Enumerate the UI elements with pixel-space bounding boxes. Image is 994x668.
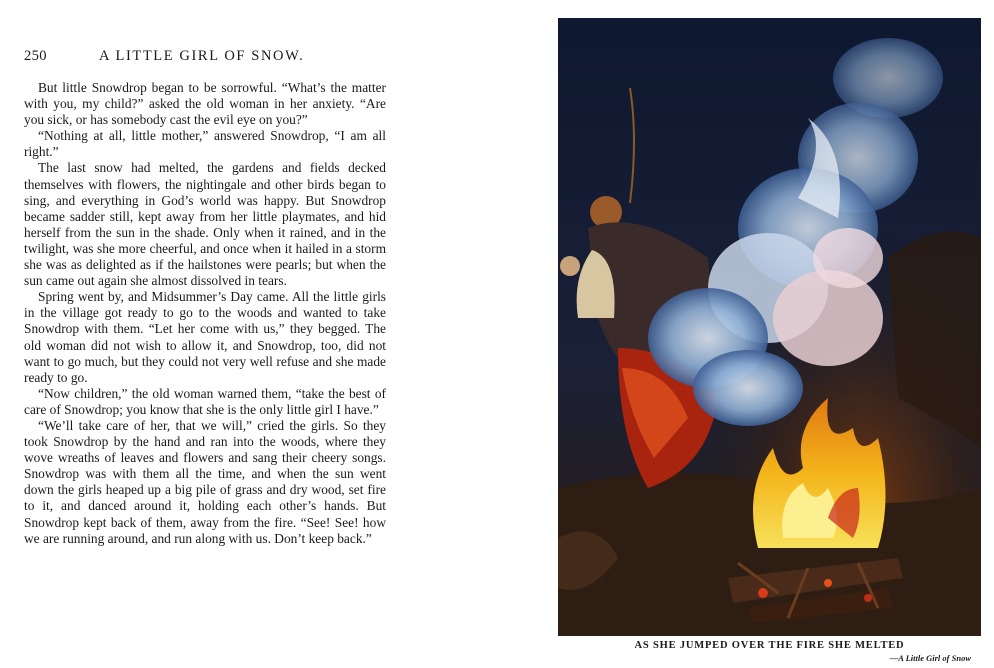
page-number: 250 [24, 48, 47, 64]
story-text [24, 80, 386, 547]
illustration-caption: AS SHE JUMPED OVER THE FIRE SHE MELTED [634, 640, 905, 651]
paragraph: But little Snowdrop began to be sorrowful. “What’s the matter with you, my child?” asked the old woman in her anxiety. “Are you sick, or has somebody cast the evil eye on you?” [24, 80, 386, 128]
paragraph: “Now children,” the old woman warned them, “take the best of care of Snowdrop; you know that she is the only little girl I have.” [24, 385, 386, 417]
left-page [0, 0, 400, 668]
caption-credit: —A Little Girl of Snow [889, 653, 971, 663]
running-title: A LITTLE GIRL OF SNOW. [99, 48, 305, 64]
running-head [24, 48, 386, 68]
paragraph: “Nothing at all, little mother,” answered Snowdrop, “I am all right.” [24, 128, 386, 160]
bonfire-illustration [558, 18, 981, 636]
paragraph: “We’ll take care of her, that we will,” cried the girls. So they took Snowdrop by the hand and ran into the woods, where they wove wreaths of leaves and flowers and sang their cheery songs. Snowdrop was with them all the time, and when the sun went down the girls heaped up a big pile of grass and dry wood, set fire to it, and danced around it, holding each other’s hands. But Snowdrop kept back of them, away from the fire. “See! See! how we are running around, and run along with us. Don’t keep back.” [24, 417, 386, 546]
paragraph: Spring went by, and Midsummer’s Day came. All the little girls in the village got ready to go to the woods and wanted to take Snowdrop with them. “Let her come with us,” they begged. The old woman did not wish to allow it, and Snowdrop, too, did not want to go much, but they could not very well refuse and she made ready to go. [24, 289, 386, 385]
paragraph: The last snow had melted, the gardens and fields decked themselves with flowers, the nightingale and other birds began to sing, and everything in God’s world was happy. But Snowdrop became sadder still, kept away from her little playmates, and hid herself from the sun in the shade. Only when it rained, and in the twilight, was she more cheerful, and once when it hailed in a storm she was as delighted as if the hailstones were pearls; but when the sun came out again she almost dissolved in tears. [24, 160, 386, 289]
illustration-plate [558, 18, 981, 636]
